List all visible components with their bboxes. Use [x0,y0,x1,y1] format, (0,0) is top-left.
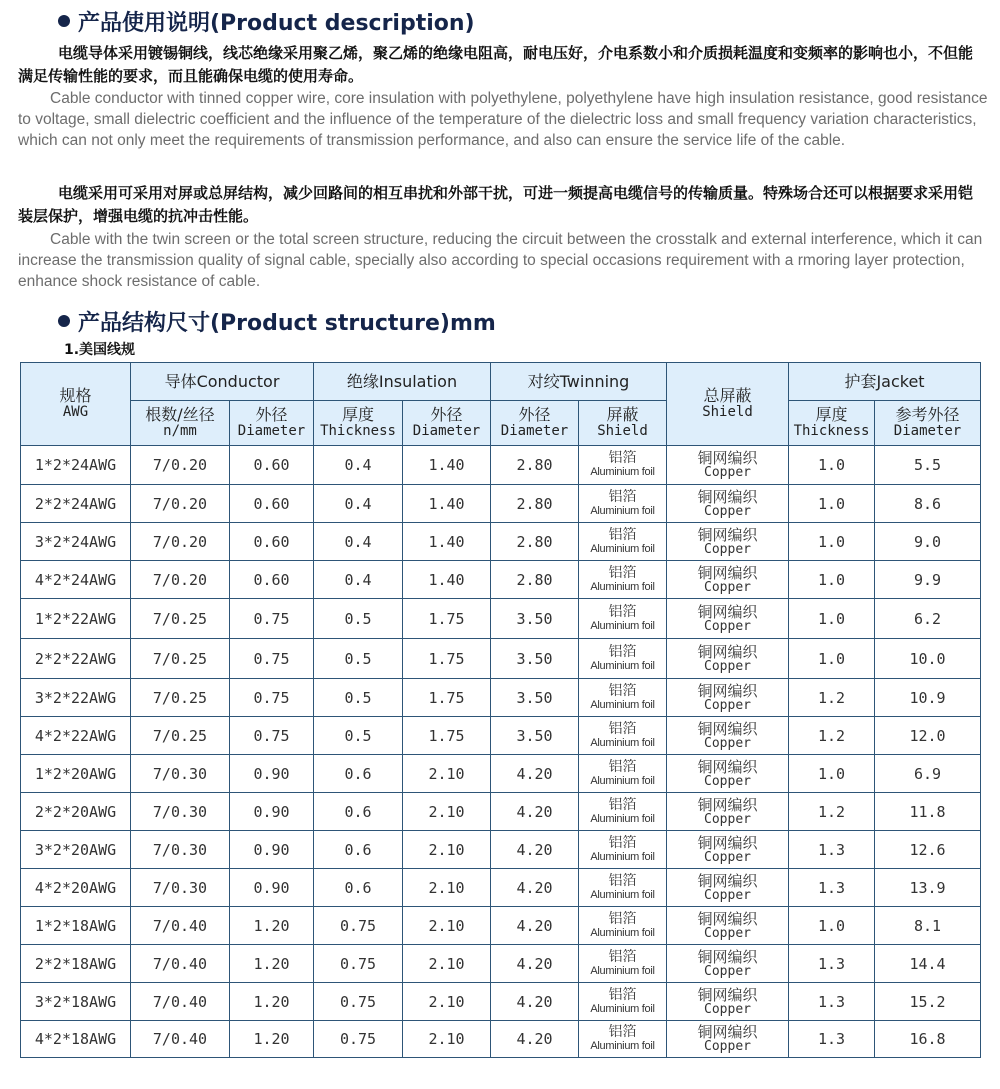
cell-spec: 1*2*20AWG [21,755,131,793]
cell-jacket-thickness: 1.2 [789,679,875,717]
cell-insulation-thickness: 0.6 [314,793,403,831]
header-insulation-diameter [403,401,491,446]
header-jacket-label: 护套Jacket [844,372,925,391]
awg-subtitle: 1.美国线规 [64,342,136,358]
table-row [21,983,981,1021]
cell-insulation-diameter: 1.40 [403,561,491,599]
header-shield-en: Shield [702,404,753,420]
braid-en-label: Copper [704,887,751,903]
foil-cn-label: 铝箔 [608,910,637,927]
header-ins-dia-cn: 外径 [430,405,463,424]
cell-spec: 2*2*22AWG [21,639,131,679]
cell-jacket-diameter: 8.6 [875,485,981,523]
cell-strands: 7/0.25 [131,599,230,639]
foil-en-label: Aluminium foil [590,504,655,517]
cell-shield [667,561,789,599]
cell-conductor-diameter: 0.90 [230,755,314,793]
braid-en-label: Copper [704,773,751,789]
braid-cn-label: 铜网编织 [697,947,758,966]
foil-cn-label: 铝箔 [608,948,637,965]
cell-conductor-diameter: 1.20 [230,907,314,945]
cell-conductor-diameter: 0.75 [230,599,314,639]
cell-conductor-diameter: 0.90 [230,793,314,831]
header-conductor-label: 导体Conductor [164,372,280,391]
table-row [21,755,981,793]
foil-cn-label: 铝箔 [608,643,637,660]
braid-en-label: Copper [704,503,751,519]
braid-en-label: Copper [704,963,751,979]
cell-spec: 2*2*24AWG [21,485,131,523]
cell-spec: 3*2*20AWG [21,831,131,869]
cell-shield [667,755,789,793]
header-ins-thk-cn: 厚度 [341,405,374,424]
cell-insulation-diameter: 1.75 [403,679,491,717]
cell-conductor-diameter: 0.75 [230,717,314,755]
table-row [21,945,981,983]
cell-twinning-diameter: 3.50 [491,717,579,755]
cell-insulation-diameter: 1.40 [403,485,491,523]
foil-en-label: Aluminium foil [590,774,655,787]
cell-insulation-diameter: 1.75 [403,717,491,755]
header-spec-en: AWG [62,404,89,420]
cell-conductor-diameter: 0.90 [230,831,314,869]
cell-insulation-diameter: 1.40 [403,446,491,485]
cell-insulation-diameter: 2.10 [403,869,491,907]
header-shield [667,363,789,446]
header-cond-dia-cn: 外径 [255,405,288,424]
cell-insulation-thickness: 0.6 [314,755,403,793]
cell-jacket-thickness: 1.0 [789,446,875,485]
header-ins-dia-en: Diameter [412,423,481,439]
cell-insulation-thickness: 0.5 [314,639,403,679]
cell-twinning-shield [579,523,667,561]
cell-twinning-diameter: 2.80 [491,446,579,485]
header-jacket-thickness [789,401,875,446]
cell-spec: 4*2*18AWG [21,1021,131,1058]
foil-cn-label: 铝箔 [608,1024,637,1040]
cell-twinning-shield [579,793,667,831]
description-cn-paragraph-2: 电缆采用可采用对屏或总屏结构，减少回路间的相互串扰和外部干扰，可进一频提高电缆信号的传输质量。特殊场合还可以根据要求采用铠装层保护，增强电缆的抗冲击性能。 [18,184,974,225]
cell-spec: 3*2*22AWG [21,679,131,717]
header-spec [21,363,131,446]
braid-en-label: Copper [704,541,751,557]
cell-twinning-diameter: 2.80 [491,485,579,523]
cell-strands: 7/0.30 [131,869,230,907]
cell-insulation-diameter: 2.10 [403,945,491,983]
header-tw-shield-en: Shield [597,423,648,439]
cell-insulation-diameter: 1.75 [403,639,491,679]
cell-twinning-shield [579,446,667,485]
cell-insulation-diameter: 1.75 [403,599,491,639]
cell-spec: 3*2*24AWG [21,523,131,561]
header-jk-dia-cn: 参考外径 [895,405,960,424]
header-tw-dia-cn: 外径 [518,405,551,424]
foil-en-label: Aluminium foil [590,580,655,593]
cell-jacket-thickness: 1.3 [789,945,875,983]
table-row [21,793,981,831]
foil-cn-label: 铝箔 [608,796,637,813]
foil-cn-label: 铝箔 [608,450,637,466]
structure-heading [58,306,496,337]
cell-jacket-diameter: 8.1 [875,907,981,945]
foil-cn-label: 铝箔 [608,758,637,775]
header-ins-thk-en: Thickness [320,423,396,439]
cell-conductor-diameter: 0.60 [230,523,314,561]
cell-insulation-diameter: 2.10 [403,755,491,793]
cell-jacket-diameter: 10.9 [875,679,981,717]
foil-en-label: Aluminium foil [590,812,655,825]
cell-shield [667,523,789,561]
bullet-icon [58,315,70,327]
cell-jacket-thickness: 1.2 [789,793,875,831]
braid-cn-label: 铜网编织 [697,909,758,928]
cell-strands: 7/0.20 [131,561,230,599]
cell-insulation-diameter: 2.10 [403,831,491,869]
cell-conductor-diameter: 0.60 [230,446,314,485]
cell-spec: 4*2*22AWG [21,717,131,755]
header-conductor-diameter [230,401,314,446]
cell-spec: 4*2*24AWG [21,561,131,599]
cell-twinning-diameter: 3.50 [491,679,579,717]
cell-conductor-diameter: 1.20 [230,983,314,1021]
cell-strands: 7/0.30 [131,793,230,831]
foil-en-label: Aluminium foil [590,542,655,555]
header-tw-dia-en: Diameter [500,423,569,439]
cell-shield [667,639,789,679]
cell-jacket-thickness: 1.0 [789,523,875,561]
cell-jacket-diameter: 9.9 [875,561,981,599]
cell-jacket-diameter: 11.8 [875,793,981,831]
header-tw-shield-cn: 屏蔽 [606,405,639,424]
cell-strands: 7/0.25 [131,717,230,755]
table-row [21,446,981,485]
cell-twinning-diameter: 4.20 [491,831,579,869]
cell-spec: 1*2*18AWG [21,907,131,945]
cell-insulation-thickness: 0.75 [314,907,403,945]
cell-twinning-shield [579,1021,667,1058]
header-strands [131,401,230,446]
header-jk-dia-en: Diameter [893,423,962,439]
braid-en-label: Copper [704,811,751,827]
cell-jacket-thickness: 1.3 [789,869,875,907]
cell-jacket-diameter: 6.9 [875,755,981,793]
foil-cn-label: 铝箔 [608,720,637,737]
foil-en-label: Aluminium foil [590,1040,655,1052]
cell-twinning-shield [579,561,667,599]
header-twinning-label: 对绞Twinning [527,372,630,391]
cell-jacket-diameter: 6.2 [875,599,981,639]
cell-twinning-shield [579,639,667,679]
table-row [21,717,981,755]
cell-shield [667,485,789,523]
table-row [21,523,981,561]
cell-conductor-diameter: 0.75 [230,639,314,679]
cell-shield [667,793,789,831]
cell-twinning-shield [579,983,667,1021]
cell-twinning-diameter: 4.20 [491,945,579,983]
cell-shield [667,945,789,983]
cell-twinning-diameter: 4.20 [491,869,579,907]
cell-jacket-diameter: 12.6 [875,831,981,869]
cell-twinning-diameter: 3.50 [491,639,579,679]
cell-jacket-thickness: 1.3 [789,831,875,869]
cell-insulation-thickness: 0.75 [314,1021,403,1058]
braid-en-label: Copper [704,1039,751,1054]
header-jacket [789,363,981,401]
cell-twinning-diameter: 4.20 [491,983,579,1021]
cell-twinning-diameter: 2.80 [491,561,579,599]
braid-en-label: Copper [704,849,751,865]
cell-twinning-shield [579,717,667,755]
braid-cn-label: 铜网编织 [697,563,758,582]
braid-en-label: Copper [704,1001,751,1017]
header-strands-cn: 根数/丝径 [145,405,215,424]
table-row [21,639,981,679]
cell-insulation-thickness: 0.6 [314,869,403,907]
foil-cn-label: 铝箔 [608,603,637,620]
braid-en-label: Copper [704,925,751,941]
header-jacket-diameter [875,401,981,446]
cell-spec: 1*2*24AWG [21,446,131,485]
foil-cn-label: 铝箔 [608,564,637,581]
cell-spec: 2*2*20AWG [21,793,131,831]
description-title: 产品使用说明(Product description) [78,11,475,36]
table-row [21,679,981,717]
cell-twinning-shield [579,679,667,717]
cell-twinning-diameter: 4.20 [491,1021,579,1058]
table-row [21,869,981,907]
cell-shield [667,831,789,869]
cell-jacket-diameter: 13.9 [875,869,981,907]
header-insulation [314,363,491,401]
structure-title: 产品结构尺寸(Product structure)mm [78,311,496,336]
braid-cn-label: 铜网编织 [697,642,758,661]
cell-strands: 7/0.30 [131,831,230,869]
cell-shield [667,679,789,717]
cell-insulation-thickness: 0.4 [314,561,403,599]
foil-en-label: Aluminium foil [590,466,655,478]
foil-en-label: Aluminium foil [590,926,655,939]
braid-en-label: Copper [704,465,751,480]
cell-jacket-diameter: 14.4 [875,945,981,983]
foil-en-label: Aluminium foil [590,850,655,863]
cell-insulation-diameter: 2.10 [403,907,491,945]
bullet-icon [58,15,70,27]
foil-en-label: Aluminium foil [590,659,655,672]
braid-cn-label: 铜网编织 [697,985,758,1004]
foil-en-label: Aluminium foil [590,736,655,749]
cell-insulation-thickness: 0.5 [314,599,403,639]
cell-conductor-diameter: 0.60 [230,561,314,599]
cell-insulation-thickness: 0.5 [314,717,403,755]
braid-cn-label: 铜网编织 [697,602,758,621]
cell-shield [667,1021,789,1058]
header-twinning-diameter [491,401,579,446]
cell-conductor-diameter: 0.90 [230,869,314,907]
cell-jacket-diameter: 15.2 [875,983,981,1021]
braid-en-label: Copper [704,658,751,674]
cell-insulation-thickness: 0.6 [314,831,403,869]
cell-jacket-thickness: 1.0 [789,907,875,945]
cell-strands: 7/0.25 [131,679,230,717]
cell-insulation-diameter: 2.10 [403,983,491,1021]
cell-twinning-shield [579,831,667,869]
braid-cn-label: 铜网编织 [697,1023,758,1041]
foil-cn-label: 铝箔 [608,682,637,699]
table-row [21,1021,981,1058]
cell-insulation-diameter: 2.10 [403,1021,491,1058]
cell-jacket-diameter: 16.8 [875,1021,981,1058]
braid-en-label: Copper [704,618,751,634]
header-cond-dia-en: Diameter [237,423,306,439]
braid-cn-label: 铜网编织 [697,449,758,467]
foil-en-label: Aluminium foil [590,888,655,901]
cell-jacket-diameter: 5.5 [875,446,981,485]
cell-jacket-diameter: 10.0 [875,639,981,679]
cell-twinning-shield [579,945,667,983]
foil-en-label: Aluminium foil [590,698,655,711]
cell-jacket-thickness: 1.2 [789,717,875,755]
header-twinning-shield [579,401,667,446]
braid-cn-label: 铜网编织 [697,833,758,852]
spec-table-body [21,446,981,1058]
cell-strands: 7/0.40 [131,907,230,945]
braid-cn-label: 铜网编织 [697,719,758,738]
header-spec-cn: 规格 [59,386,92,405]
cell-twinning-shield [579,599,667,639]
cell-jacket-thickness: 1.0 [789,755,875,793]
cell-strands: 7/0.30 [131,755,230,793]
table-row [21,907,981,945]
foil-en-label: Aluminium foil [590,964,655,977]
cell-conductor-diameter: 1.20 [230,945,314,983]
cell-shield [667,599,789,639]
foil-cn-label: 铝箔 [608,834,637,851]
cell-twinning-shield [579,485,667,523]
header-insulation-thickness [314,401,403,446]
foil-en-label: Aluminium foil [590,619,655,632]
braid-en-label: Copper [704,697,751,713]
cell-spec: 4*2*20AWG [21,869,131,907]
cell-spec: 1*2*22AWG [21,599,131,639]
braid-cn-label: 铜网编织 [697,525,758,544]
table-row [21,485,981,523]
spec-table [20,362,981,1058]
table-row [21,561,981,599]
cell-twinning-diameter: 3.50 [491,599,579,639]
cell-insulation-diameter: 1.40 [403,523,491,561]
cell-strands: 7/0.40 [131,1021,230,1058]
braid-cn-label: 铜网编织 [697,487,758,506]
cell-conductor-diameter: 1.20 [230,1021,314,1058]
foil-cn-label: 铝箔 [608,488,637,505]
cell-twinning-shield [579,907,667,945]
description-en-paragraph-2: Cable with the twin screen or the total screen structure, reducing the circuit between the crosstalk and external interference, which it can increase the transmission quality of signal cable, specially also according to special occasions requirement with a rmoring layer protection, enhance shock resistance of cable. [18,231,983,290]
braid-cn-label: 铜网编织 [697,681,758,700]
description-cn-paragraph-1: 电缆导体采用镀锡铜线，线芯绝缘采用聚乙烯，聚乙烯的绝缘电阻高，耐电压好，介电系数小和介质损耗温度和变频率的影响也小，不但能满足传输性能的要求，而且能确保电缆的使用寿命。 [18,44,974,85]
cell-twinning-diameter: 4.20 [491,907,579,945]
header-shield-cn: 总屏蔽 [703,386,752,405]
cell-spec: 3*2*18AWG [21,983,131,1021]
cell-strands: 7/0.20 [131,523,230,561]
header-twinning [491,363,667,401]
cell-shield [667,869,789,907]
cell-jacket-thickness: 1.0 [789,485,875,523]
cell-jacket-diameter: 12.0 [875,717,981,755]
cell-conductor-diameter: 0.60 [230,485,314,523]
foil-cn-label: 铝箔 [608,986,637,1003]
description-en-paragraph-1: Cable conductor with tinned copper wire, core insulation with polyethylene, polyethylene have high insulation resistance, good resistance to voltage, small dielectric coefficient and the influence of the temperature of the dielectric loss and small frequency variation characteristics, which can not only meet the requirements of transmission performance, and also can ensure the service life of the cable. [18,90,988,149]
cell-strands: 7/0.40 [131,945,230,983]
braid-en-label: Copper [704,579,751,595]
cell-spec: 2*2*18AWG [21,945,131,983]
spec-table-header [21,363,981,446]
header-insulation-label: 绝缘Insulation [346,372,458,391]
braid-en-label: Copper [704,735,751,751]
cell-strands: 7/0.40 [131,983,230,1021]
table-row [21,599,981,639]
cell-strands: 7/0.25 [131,639,230,679]
table-row [21,831,981,869]
cell-twinning-shield [579,755,667,793]
cell-insulation-thickness: 0.4 [314,485,403,523]
cell-shield [667,446,789,485]
braid-cn-label: 铜网编织 [697,871,758,890]
header-conductor [131,363,314,401]
cell-jacket-thickness: 1.0 [789,639,875,679]
braid-cn-label: 铜网编织 [697,757,758,776]
header-strands-en: n/mm [163,423,197,439]
cell-twinning-shield [579,869,667,907]
foil-en-label: Aluminium foil [590,1002,655,1015]
header-jk-thk-cn: 厚度 [815,405,848,424]
cell-twinning-diameter: 4.20 [491,793,579,831]
cell-strands: 7/0.20 [131,446,230,485]
cell-shield [667,983,789,1021]
cell-jacket-thickness: 1.0 [789,599,875,639]
cell-jacket-diameter: 9.0 [875,523,981,561]
cell-twinning-diameter: 2.80 [491,523,579,561]
header-jk-thk-en: Thickness [793,423,870,439]
cell-jacket-thickness: 1.3 [789,983,875,1021]
cell-twinning-diameter: 4.20 [491,755,579,793]
cell-strands: 7/0.20 [131,485,230,523]
description-heading [58,6,475,37]
cell-insulation-thickness: 0.75 [314,983,403,1021]
cell-insulation-thickness: 0.4 [314,446,403,485]
cell-jacket-thickness: 1.0 [789,561,875,599]
cell-shield [667,907,789,945]
cell-conductor-diameter: 0.75 [230,679,314,717]
cell-insulation-thickness: 0.5 [314,679,403,717]
foil-cn-label: 铝箔 [608,872,637,889]
braid-cn-label: 铜网编织 [697,795,758,814]
cell-shield [667,717,789,755]
cell-insulation-thickness: 0.75 [314,945,403,983]
cell-insulation-diameter: 2.10 [403,793,491,831]
cell-jacket-thickness: 1.3 [789,1021,875,1058]
cell-insulation-thickness: 0.4 [314,523,403,561]
foil-cn-label: 铝箔 [608,526,637,543]
